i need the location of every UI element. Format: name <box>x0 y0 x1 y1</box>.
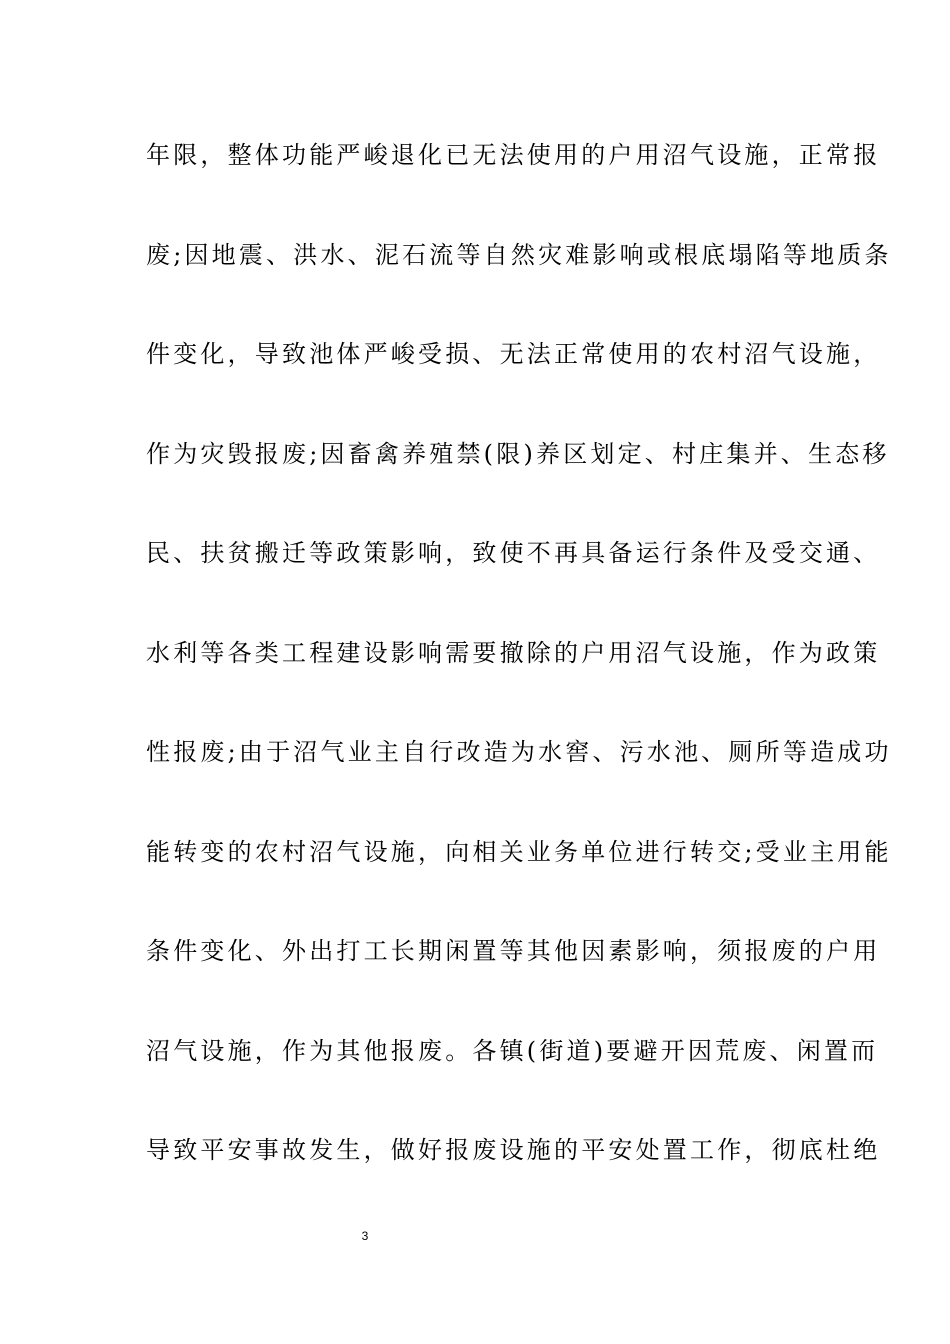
text-line: 性报废;由于沼气业主自行改造为水窖、污水池、厕所等造成功 <box>146 738 892 766</box>
text-line: 民、扶贫搬迁等政策影响，致使不再具备运行条件及受交通、 <box>146 539 881 567</box>
text-line: 件变化，导致池体严峻受损、无法正常使用的农村沼气设施， <box>146 340 881 368</box>
page-number: 3 <box>361 1229 369 1243</box>
text-line: 废;因地震、洪水、泥石流等自然灾难影响或根底塌陷等地质条 <box>146 240 892 269</box>
text-line: 作为灾毁报废;因畜禽养殖禁(限)养区划定、村庄集并、生态移 <box>146 439 890 468</box>
text-line: 沼气设施，作为其他报废。各镇(街道)要避开因荒废、闲置而 <box>146 1036 879 1065</box>
text-line: 条件变化、外出打工长期闲置等其他因素影响，须报废的户用 <box>146 937 881 965</box>
text-line: 能转变的农村沼气设施，向相关业务单位进行转交;受业主用能 <box>146 837 892 866</box>
body-text <box>146 127 892 1222</box>
text-line: 导致平安事故发生，做好报废设施的平安处置工作，彻底杜绝 <box>146 1136 881 1164</box>
text-line: 年限，整体功能严峻退化已无法使用的户用沼气设施，正常报 <box>146 141 881 169</box>
text-line: 水利等各类工程建设影响需要撤除的户用沼气设施，作为政策 <box>146 638 881 667</box>
